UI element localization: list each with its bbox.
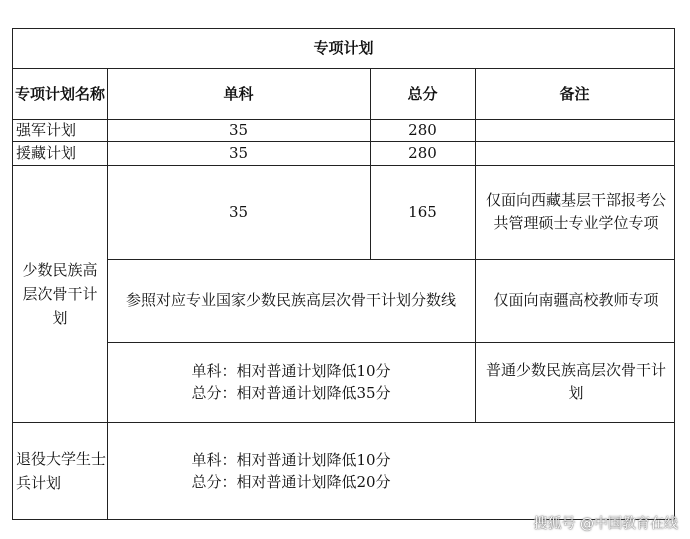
header-total-score: 总分 xyxy=(407,84,438,103)
row-name-yuanzang: 援藏计划 xyxy=(16,144,77,162)
row-total-minzu-1: 165 xyxy=(408,203,437,221)
row-note-qiangjun xyxy=(475,119,674,141)
border-line xyxy=(674,28,675,520)
row-note-minzu-2: 仅面向南疆高校教师专项 xyxy=(493,291,659,309)
row-single-qiangjun: 35 xyxy=(228,121,249,139)
row-single-yuanzang: 35 xyxy=(228,144,249,162)
row-note-yuanzang xyxy=(475,141,674,165)
row-name-tuiyi: 退役大学生士兵计划 xyxy=(16,449,107,492)
header-note: 备注 xyxy=(559,84,590,103)
row-name-qiangjun: 强军计划 xyxy=(16,121,77,139)
row-total-yuanzang: 280 xyxy=(408,144,437,162)
header-single-subject: 单科 xyxy=(223,84,254,103)
row-total-qiangjun: 280 xyxy=(408,121,437,139)
header-plan-name: 专项计划名称 xyxy=(14,84,105,103)
row-merged-minzu-2: 参照对应专业国家少数民族高层次骨干计划分数线 xyxy=(125,291,456,309)
table-title: 专项计划 xyxy=(313,39,374,57)
row-single-minzu-1: 35 xyxy=(228,203,249,221)
special-plan-table xyxy=(12,28,675,520)
row-merged-tuiyi: 单科：相对普通计划降低10分 总分：相对普通计划降低20分 xyxy=(191,450,391,491)
watermark: 搜狐号 @中国教育在线 xyxy=(533,516,678,532)
row-note-minzu-1: 仅面向西藏基层干部报考公共管理硕士专业学位专项 xyxy=(485,191,666,232)
row-name-minzu: 少数民族高层次骨干计划 xyxy=(22,260,98,327)
row-note-tuiyi xyxy=(475,422,674,519)
row-merged-minzu-3: 单科：相对普通计划降低10分 总分：相对普通计划降低35分 xyxy=(191,362,391,402)
row-note-minzu-3: 普通少数民族高层次骨干计划 xyxy=(485,361,666,402)
